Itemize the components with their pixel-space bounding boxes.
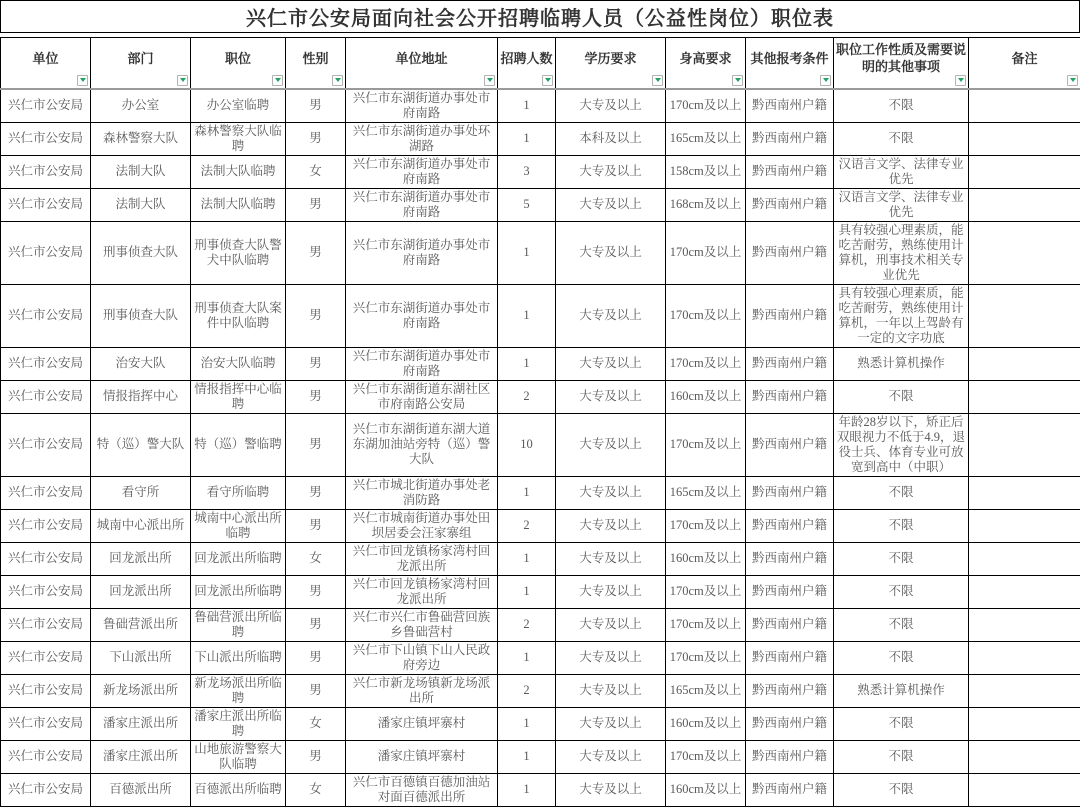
cell-unit: 兴仁市公安局 [1, 221, 91, 284]
table-row [1, 221, 1080, 284]
filter-dropdown-icon [335, 78, 341, 82]
cell-remark [969, 740, 1080, 773]
column-header-label: 部门 [127, 51, 153, 66]
cell-remark [969, 674, 1080, 707]
cell-height_req: 160cm及以上 [666, 380, 746, 413]
filter-button-gender[interactable] [332, 75, 343, 86]
cell-headcount: 2 [498, 608, 556, 641]
cell-job_notes: 不限 [834, 380, 969, 413]
column-header-position [191, 38, 286, 89]
cell-height_req: 170cm及以上 [666, 347, 746, 380]
cell-gender: 男 [286, 122, 346, 155]
table-row [1, 284, 1080, 347]
cell-unit: 兴仁市公安局 [1, 347, 91, 380]
cell-gender: 男 [286, 347, 346, 380]
table-row [1, 674, 1080, 707]
cell-department: 潘家庄派出所 [91, 707, 191, 740]
filter-button-job_notes[interactable] [955, 75, 966, 86]
cell-department: 回龙派出所 [91, 575, 191, 608]
cell-remark [969, 155, 1080, 188]
cell-department: 情报指挥中心 [91, 380, 191, 413]
cell-address: 兴仁市东湖街道东湖社区市府南路公安局 [346, 380, 498, 413]
cell-job_notes: 不限 [834, 509, 969, 542]
filter-dropdown-icon [275, 78, 281, 82]
cell-height_req: 170cm及以上 [666, 284, 746, 347]
cell-other_conditions: 黔西南州户籍 [746, 542, 834, 575]
cell-unit: 兴仁市公安局 [1, 155, 91, 188]
cell-department: 办公室 [91, 89, 191, 123]
cell-unit: 兴仁市公安局 [1, 509, 91, 542]
cell-gender: 女 [286, 773, 346, 806]
filter-dropdown-icon [1070, 78, 1076, 82]
cell-education: 大专及以上 [556, 740, 666, 773]
cell-gender: 男 [286, 89, 346, 123]
cell-position: 百德派出所临聘 [191, 773, 286, 806]
table-row [1, 740, 1080, 773]
filter-button-height_req[interactable] [732, 75, 743, 86]
cell-position: 法制大队临聘 [191, 155, 286, 188]
cell-education: 大专及以上 [556, 413, 666, 476]
filter-dropdown-icon [958, 78, 964, 82]
cell-headcount: 1 [498, 122, 556, 155]
cell-gender: 男 [286, 284, 346, 347]
cell-education: 大专及以上 [556, 707, 666, 740]
cell-gender: 男 [286, 674, 346, 707]
column-header-headcount [498, 38, 556, 89]
cell-height_req: 170cm及以上 [666, 221, 746, 284]
column-header-label: 其他报考条件 [750, 51, 828, 66]
table-row [1, 347, 1080, 380]
column-header-label: 招聘人数 [500, 51, 552, 66]
cell-department: 下山派出所 [91, 641, 191, 674]
cell-position: 看守所临聘 [191, 476, 286, 509]
cell-gender: 男 [286, 476, 346, 509]
cell-height_req: 160cm及以上 [666, 542, 746, 575]
cell-other_conditions: 黔西南州户籍 [746, 509, 834, 542]
filter-button-position[interactable] [272, 75, 283, 86]
cell-job_notes: 不限 [834, 740, 969, 773]
cell-remark [969, 476, 1080, 509]
cell-other_conditions: 黔西南州户籍 [746, 641, 834, 674]
cell-headcount: 1 [498, 89, 556, 123]
cell-address: 兴仁市城南街道办事处田坝居委会汪家寨组 [346, 509, 498, 542]
cell-headcount: 1 [498, 284, 556, 347]
cell-headcount: 1 [498, 575, 556, 608]
table-row [1, 155, 1080, 188]
cell-other_conditions: 黔西南州户籍 [746, 122, 834, 155]
cell-position: 下山派出所临聘 [191, 641, 286, 674]
cell-education: 大专及以上 [556, 89, 666, 123]
cell-headcount: 2 [498, 509, 556, 542]
cell-address: 兴仁市东湖街道东湖大道东湖加油站旁特（巡）警大队 [346, 413, 498, 476]
cell-position: 新龙场派出所临聘 [191, 674, 286, 707]
cell-education: 大专及以上 [556, 773, 666, 806]
filter-dropdown-icon [735, 78, 741, 82]
cell-education: 大专及以上 [556, 476, 666, 509]
column-header-label: 学历要求 [584, 51, 636, 66]
cell-headcount: 3 [498, 155, 556, 188]
cell-unit: 兴仁市公安局 [1, 641, 91, 674]
cell-headcount: 10 [498, 413, 556, 476]
cell-headcount: 1 [498, 641, 556, 674]
cell-remark [969, 347, 1080, 380]
cell-unit: 兴仁市公安局 [1, 122, 91, 155]
column-header-label: 身高要求 [679, 51, 731, 66]
cell-remark [969, 380, 1080, 413]
cell-education: 大专及以上 [556, 542, 666, 575]
cell-gender: 女 [286, 155, 346, 188]
column-header-label: 职位工作性质及需要说明的其他事项 [836, 42, 966, 74]
cell-position: 回龙派出所临聘 [191, 542, 286, 575]
cell-job_notes: 不限 [834, 773, 969, 806]
cell-education: 大专及以上 [556, 380, 666, 413]
table-row [1, 707, 1080, 740]
cell-position: 刑事侦查大队警犬中队临聘 [191, 221, 286, 284]
cell-remark [969, 122, 1080, 155]
cell-education: 大专及以上 [556, 347, 666, 380]
column-header-education [556, 38, 666, 89]
column-header-label: 职位 [225, 51, 251, 66]
cell-other_conditions: 黔西南州户籍 [746, 476, 834, 509]
cell-gender: 男 [286, 509, 346, 542]
cell-gender: 男 [286, 188, 346, 221]
column-header-height_req [666, 38, 746, 89]
cell-education: 大专及以上 [556, 188, 666, 221]
cell-remark [969, 509, 1080, 542]
cell-address: 潘家庄镇坪寨村 [346, 740, 498, 773]
cell-height_req: 170cm及以上 [666, 413, 746, 476]
cell-job_notes: 不限 [834, 575, 969, 608]
cell-headcount: 1 [498, 773, 556, 806]
cell-address: 兴仁市兴仁市鲁础营回族乡鲁础营村 [346, 608, 498, 641]
filter-dropdown-icon [180, 78, 186, 82]
cell-position: 刑事侦查大队案件中队临聘 [191, 284, 286, 347]
cell-other_conditions: 黔西南州户籍 [746, 188, 834, 221]
cell-height_req: 170cm及以上 [666, 740, 746, 773]
cell-department: 森林警察大队 [91, 122, 191, 155]
cell-headcount: 1 [498, 542, 556, 575]
table-row [1, 413, 1080, 476]
cell-gender: 女 [286, 707, 346, 740]
cell-remark [969, 89, 1080, 123]
filter-button-remark[interactable] [1067, 75, 1078, 86]
cell-other_conditions: 黔西南州户籍 [746, 155, 834, 188]
cell-education: 大专及以上 [556, 575, 666, 608]
cell-unit: 兴仁市公安局 [1, 476, 91, 509]
cell-remark [969, 413, 1080, 476]
cell-remark [969, 707, 1080, 740]
cell-department: 法制大队 [91, 188, 191, 221]
cell-remark [969, 575, 1080, 608]
filter-dropdown-icon [545, 78, 551, 82]
table-row [1, 608, 1080, 641]
cell-position: 森林警察大队临聘 [191, 122, 286, 155]
filter-button-other_conditions[interactable] [820, 75, 831, 86]
cell-address: 兴仁市回龙镇杨家湾村回龙派出所 [346, 575, 498, 608]
cell-department: 刑事侦查大队 [91, 284, 191, 347]
table-row [1, 89, 1080, 123]
cell-unit: 兴仁市公安局 [1, 89, 91, 123]
cell-department: 新龙场派出所 [91, 674, 191, 707]
table-row [1, 509, 1080, 542]
cell-job_notes: 汉语言文学、法律专业优先 [834, 155, 969, 188]
cell-department: 特（巡）警大队 [91, 413, 191, 476]
cell-height_req: 165cm及以上 [666, 674, 746, 707]
cell-position: 城南中心派出所临聘 [191, 509, 286, 542]
column-header-remark [969, 38, 1080, 89]
cell-headcount: 1 [498, 476, 556, 509]
cell-position: 回龙派出所临聘 [191, 575, 286, 608]
column-header-label: 单位地址 [395, 51, 447, 66]
cell-address: 兴仁市东湖街道办事处市府南路 [346, 284, 498, 347]
cell-job_notes: 汉语言文学、法律专业优先 [834, 188, 969, 221]
cell-remark [969, 608, 1080, 641]
cell-other_conditions: 黔西南州户籍 [746, 347, 834, 380]
page-title: 兴仁市公安局面向社会公开招聘临聘人员（公益性岗位）职位表 [0, 0, 1080, 33]
cell-other_conditions: 黔西南州户籍 [746, 380, 834, 413]
table-row [1, 542, 1080, 575]
cell-gender: 男 [286, 740, 346, 773]
cell-job_notes: 熟悉计算机操作 [834, 674, 969, 707]
cell-headcount: 5 [498, 188, 556, 221]
cell-height_req: 170cm及以上 [666, 509, 746, 542]
column-header-label: 单位 [32, 51, 58, 66]
filter-button-address[interactable] [484, 75, 495, 86]
cell-job_notes: 熟悉计算机操作 [834, 347, 969, 380]
column-header-address [346, 38, 498, 89]
cell-job_notes: 不限 [834, 89, 969, 123]
filter-dropdown-icon [823, 78, 829, 82]
cell-position: 法制大队临聘 [191, 188, 286, 221]
column-header-job_notes [834, 38, 969, 89]
cell-department: 看守所 [91, 476, 191, 509]
cell-other_conditions: 黔西南州户籍 [746, 284, 834, 347]
cell-position: 办公室临聘 [191, 89, 286, 123]
cell-height_req: 170cm及以上 [666, 608, 746, 641]
column-header-label: 性别 [302, 51, 328, 66]
cell-address: 潘家庄镇坪寨村 [346, 707, 498, 740]
cell-unit: 兴仁市公安局 [1, 674, 91, 707]
cell-other_conditions: 黔西南州户籍 [746, 674, 834, 707]
cell-job_notes: 不限 [834, 641, 969, 674]
cell-unit: 兴仁市公安局 [1, 284, 91, 347]
cell-height_req: 170cm及以上 [666, 641, 746, 674]
cell-address: 兴仁市东湖街道办事处市府南路 [346, 155, 498, 188]
cell-remark [969, 188, 1080, 221]
cell-headcount: 1 [498, 740, 556, 773]
cell-gender: 男 [286, 641, 346, 674]
cell-height_req: 160cm及以上 [666, 773, 746, 806]
cell-height_req: 158cm及以上 [666, 155, 746, 188]
cell-remark [969, 641, 1080, 674]
cell-department: 治安大队 [91, 347, 191, 380]
cell-job_notes: 具有较强心理素质，能吃苦耐劳，熟练使用计算机，刑事技术相关专业优先 [834, 221, 969, 284]
cell-job_notes: 不限 [834, 122, 969, 155]
cell-height_req: 168cm及以上 [666, 188, 746, 221]
cell-gender: 男 [286, 380, 346, 413]
cell-department: 刑事侦查大队 [91, 221, 191, 284]
cell-headcount: 1 [498, 707, 556, 740]
cell-position: 情报指挥中心临聘 [191, 380, 286, 413]
cell-department: 回龙派出所 [91, 542, 191, 575]
cell-headcount: 2 [498, 380, 556, 413]
cell-education: 大专及以上 [556, 284, 666, 347]
table-row [1, 122, 1080, 155]
cell-height_req: 165cm及以上 [666, 122, 746, 155]
cell-height_req: 170cm及以上 [666, 575, 746, 608]
cell-address: 兴仁市东湖街道办事处市府南路 [346, 221, 498, 284]
cell-headcount: 2 [498, 674, 556, 707]
cell-remark [969, 542, 1080, 575]
filter-button-headcount[interactable] [542, 75, 553, 86]
cell-gender: 女 [286, 542, 346, 575]
cell-position: 山地旅游警察大队临聘 [191, 740, 286, 773]
column-header-department [91, 38, 191, 89]
cell-other_conditions: 黔西南州户籍 [746, 89, 834, 123]
filter-button-education[interactable] [652, 75, 663, 86]
cell-address: 兴仁市东湖街道办事处市府南路 [346, 347, 498, 380]
column-header-label: 备注 [1011, 51, 1037, 66]
cell-address: 兴仁市下山镇下山人民政府旁边 [346, 641, 498, 674]
header-row [1, 38, 1080, 89]
filter-button-department[interactable] [177, 75, 188, 86]
cell-address: 兴仁市城北街道办事处老消防路 [346, 476, 498, 509]
cell-unit: 兴仁市公安局 [1, 608, 91, 641]
cell-gender: 男 [286, 608, 346, 641]
cell-remark [969, 284, 1080, 347]
cell-education: 大专及以上 [556, 509, 666, 542]
cell-other_conditions: 黔西南州户籍 [746, 608, 834, 641]
cell-address: 兴仁市东湖街道办事处市府南路 [346, 188, 498, 221]
cell-address: 兴仁市东湖街道办事处市府南路 [346, 89, 498, 123]
cell-job_notes: 不限 [834, 542, 969, 575]
cell-position: 治安大队临聘 [191, 347, 286, 380]
cell-gender: 男 [286, 221, 346, 284]
table-row [1, 476, 1080, 509]
cell-unit: 兴仁市公安局 [1, 740, 91, 773]
cell-headcount: 1 [498, 221, 556, 284]
cell-education: 大专及以上 [556, 608, 666, 641]
cell-height_req: 165cm及以上 [666, 476, 746, 509]
column-header-unit [1, 38, 91, 89]
cell-job_notes: 不限 [834, 707, 969, 740]
column-header-gender [286, 38, 346, 89]
cell-position: 鲁础营派出所临聘 [191, 608, 286, 641]
cell-department: 鲁础营派出所 [91, 608, 191, 641]
filter-dropdown-icon [487, 78, 493, 82]
cell-job_notes: 不限 [834, 608, 969, 641]
cell-other_conditions: 黔西南州户籍 [746, 740, 834, 773]
cell-other_conditions: 黔西南州户籍 [746, 575, 834, 608]
cell-unit: 兴仁市公安局 [1, 707, 91, 740]
column-header-other_conditions [746, 38, 834, 89]
cell-other_conditions: 黔西南州户籍 [746, 773, 834, 806]
cell-other_conditions: 黔西南州户籍 [746, 413, 834, 476]
cell-other_conditions: 黔西南州户籍 [746, 707, 834, 740]
cell-address: 兴仁市新龙场镇新龙场派出所 [346, 674, 498, 707]
cell-education: 大专及以上 [556, 155, 666, 188]
cell-remark [969, 221, 1080, 284]
table-row [1, 575, 1080, 608]
cell-unit: 兴仁市公安局 [1, 413, 91, 476]
cell-gender: 男 [286, 575, 346, 608]
cell-unit: 兴仁市公安局 [1, 773, 91, 806]
table-row [1, 641, 1080, 674]
cell-job_notes: 年龄28岁以下，矫正后双眼视力不低于4.9，退役士兵、体育专业可放宽到高中（中职） [834, 413, 969, 476]
cell-department: 城南中心派出所 [91, 509, 191, 542]
cell-height_req: 160cm及以上 [666, 707, 746, 740]
cell-headcount: 1 [498, 347, 556, 380]
cell-unit: 兴仁市公安局 [1, 188, 91, 221]
cell-height_req: 170cm及以上 [666, 89, 746, 123]
cell-unit: 兴仁市公安局 [1, 380, 91, 413]
cell-education: 大专及以上 [556, 674, 666, 707]
table-row [1, 380, 1080, 413]
cell-unit: 兴仁市公安局 [1, 575, 91, 608]
table-row [1, 188, 1080, 221]
cell-department: 百德派出所 [91, 773, 191, 806]
cell-education: 大专及以上 [556, 221, 666, 284]
cell-address: 兴仁市回龙镇杨家湾村回龙派出所 [346, 542, 498, 575]
cell-job_notes: 不限 [834, 476, 969, 509]
cell-other_conditions: 黔西南州户籍 [746, 221, 834, 284]
cell-unit: 兴仁市公安局 [1, 542, 91, 575]
filter-button-unit[interactable] [77, 75, 88, 86]
cell-department: 法制大队 [91, 155, 191, 188]
cell-education: 大专及以上 [556, 641, 666, 674]
cell-gender: 男 [286, 413, 346, 476]
cell-address: 兴仁市东湖街道办事处环湖路 [346, 122, 498, 155]
cell-position: 特（巡）警临聘 [191, 413, 286, 476]
cell-address: 兴仁市百德镇百德加油站对面百德派出所 [346, 773, 498, 806]
filter-dropdown-icon [655, 78, 661, 82]
positions-table [0, 37, 1080, 807]
cell-department: 潘家庄派出所 [91, 740, 191, 773]
cell-job_notes: 具有较强心理素质，能吃苦耐劳，熟练使用计算机，一年以上驾龄有一定的文字功底 [834, 284, 969, 347]
filter-dropdown-icon [80, 78, 86, 82]
cell-position: 潘家庄派出所临聘 [191, 707, 286, 740]
cell-education: 本科及以上 [556, 122, 666, 155]
